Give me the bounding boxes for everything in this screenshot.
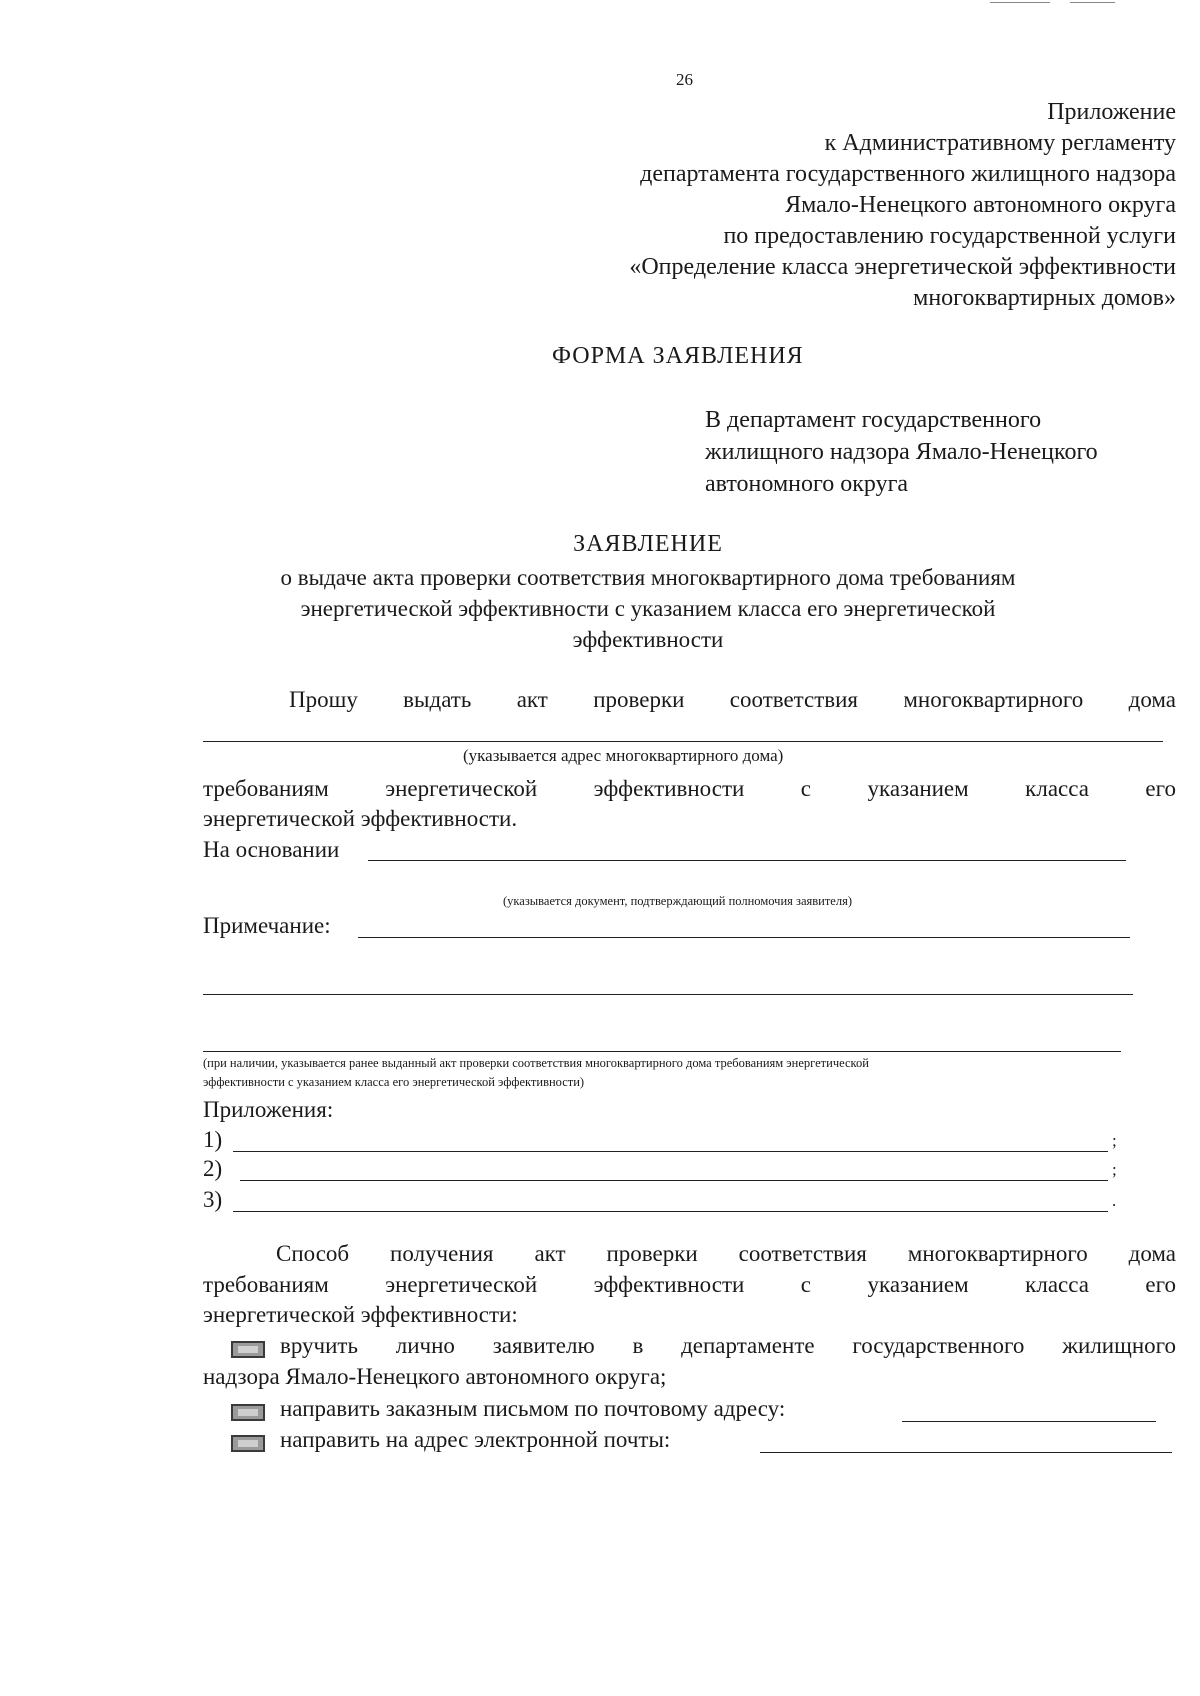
attachment-end: ; bbox=[1112, 1131, 1117, 1150]
statement-title: ЗАЯВЛЕНИЕ bbox=[573, 531, 723, 557]
attachment-field[interactable] bbox=[240, 1180, 1108, 1181]
basis-field[interactable] bbox=[368, 860, 1126, 861]
addressee-line: В департамент государственного bbox=[705, 407, 1042, 433]
request-line: Прошу выдать акт проверки соответствия многоквартирного дома bbox=[289, 687, 1176, 712]
address-field[interactable] bbox=[203, 741, 1163, 742]
attachment-field[interactable] bbox=[233, 1211, 1108, 1212]
attachment-field[interactable] bbox=[233, 1151, 1108, 1152]
delivery-email-checkbox[interactable] bbox=[231, 1435, 265, 1452]
email-address-field[interactable] bbox=[760, 1452, 1172, 1453]
postal-address-field[interactable] bbox=[902, 1421, 1156, 1422]
delivery-in-person-checkbox[interactable] bbox=[231, 1341, 265, 1358]
delivery-option-label: надзора Ямало-Ненецкого автономного округа; bbox=[203, 1364, 667, 1389]
address-hint: (указывается адрес многоквартирного дома) bbox=[463, 746, 784, 765]
form-title: ФОРМА ЗАЯВЛЕНИЯ bbox=[552, 343, 804, 369]
appendix-header-line: Приложение bbox=[1047, 99, 1176, 125]
basis-label: На основании bbox=[203, 837, 340, 862]
appendix-header-line: к Административному регламенту bbox=[824, 130, 1176, 156]
attachment-number: 1) bbox=[203, 1127, 223, 1152]
requirements-line: требованиям энергетической эффективности с указанием класса его bbox=[203, 776, 1176, 801]
attachment-number: 2) bbox=[203, 1156, 223, 1181]
statement-subtitle-line: о выдаче акта проверки соответствия многоквартирного дома требованиям bbox=[280, 565, 1016, 590]
attachment-end: . bbox=[1112, 1191, 1117, 1210]
delivery-mail-checkbox[interactable] bbox=[231, 1404, 265, 1421]
delivery-intro: требованиям энергетической эффективности с указанием класса его bbox=[203, 1272, 1176, 1297]
scan-edge-line bbox=[990, 2, 1050, 3]
note-label: Примечание: bbox=[203, 913, 331, 938]
note-hint: эффективности с указанием класса его энергетической эффективности) bbox=[203, 1075, 585, 1089]
appendix-header-line: департамента государственного жилищного надзора bbox=[640, 161, 1176, 187]
statement-subtitle-line: энергетической эффективности с указанием класса его энергетической bbox=[300, 596, 996, 621]
attachment-number: 3) bbox=[203, 1187, 223, 1212]
addressee-line: автономного округа bbox=[705, 471, 909, 497]
delivery-intro: энергетической эффективности: bbox=[203, 1302, 518, 1327]
page-number: 26 bbox=[676, 70, 693, 89]
delivery-intro: Способ получения акт проверки соответствия многоквартирного дома bbox=[276, 1241, 1176, 1266]
statement-subtitle-line: эффективности bbox=[572, 627, 724, 652]
basis-hint: (указывается документ, подтверждающий полномочия заявителя) bbox=[503, 894, 852, 908]
scan-edge-line bbox=[1070, 2, 1115, 3]
note-field-line[interactable] bbox=[203, 1051, 1121, 1052]
delivery-option-label: направить на адрес электронной почты: bbox=[280, 1427, 671, 1452]
note-field-line[interactable] bbox=[203, 994, 1133, 995]
attachments-label: Приложения: bbox=[203, 1097, 334, 1122]
requirements-line-end: энергетической эффективности. bbox=[203, 806, 518, 831]
note-hint: (при наличии, указывается ранее выданный акт проверки соответствия многоквартирного дома требованиям энергетической bbox=[203, 1056, 869, 1070]
attachment-end: ; bbox=[1112, 1160, 1117, 1179]
appendix-header-line: многоквартирных домов» bbox=[913, 285, 1176, 311]
note-field[interactable] bbox=[358, 937, 1130, 938]
addressee-line: жилищного надзора Ямало-Ненецкого bbox=[705, 439, 1098, 465]
appendix-header-line: Ямало-Ненецкого автономного округа bbox=[785, 192, 1176, 218]
delivery-option-label: вручить лично заявителю в департаменте государственного жилищного bbox=[280, 1333, 1176, 1358]
delivery-option-label: направить заказным письмом по почтовому адресу: bbox=[280, 1396, 786, 1421]
appendix-header-line: по предоставлению государственной услуги bbox=[723, 223, 1176, 249]
appendix-header-line: «Определение класса энергетической эффективности bbox=[629, 254, 1176, 280]
